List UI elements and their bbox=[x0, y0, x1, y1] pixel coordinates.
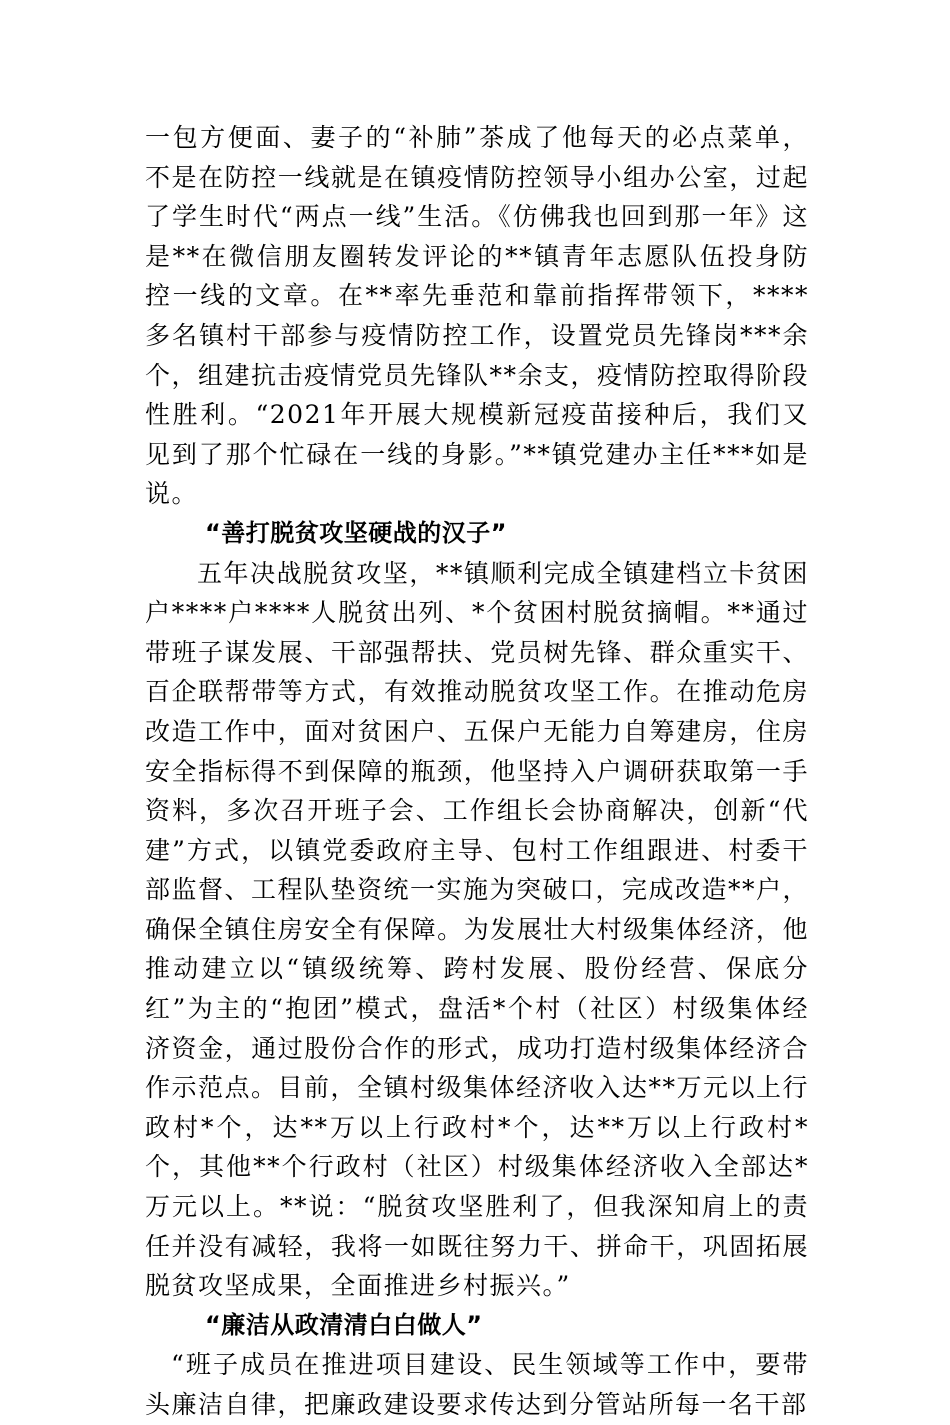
body-paragraph: 一包方便面、妻子的“补肺”茶成了他每天的必点菜单，不是在防控一线就是在镇疫情防控领导小组办公室，过起了学生时代“两点一线”生活。《仿佛我也回到那一年》这是**在微信朋友圈转发评论的**镇青年志愿队伍投身防控一线的文章。在**率先垂范和靠前指挥带领下，****多名镇村干部参与疫情防控工作，设置党员先锋岗***余个，组建抗击疫情党员先锋队**余支，疫情防控取得阶段性胜利。“2021年开展大规模新冠疫苗接种后，我们又见到了那个忙碌在一线的身影。”**镇党建办主任***如是说。 bbox=[145, 123, 810, 509]
section-heading: “廉洁从政清清白白做人” bbox=[205, 1310, 483, 1339]
document-body bbox=[145, 118, 809, 1425]
section-heading: “善打脱贫攻坚硬战的汉子” bbox=[205, 518, 508, 547]
body-paragraph: 五年决战脱贫攻坚，**镇顺利完成全镇建档立卡贫困户****户****人脱贫出列、*个贫困村脱贫摘帽。**通过带班子谋发展、干部强帮扶、党员树先锋、群众重实干、百企联帮带等方式，有效推动脱贫攻坚工作。在推动危房改造工作中，面对贫困户、五保户无能力自筹建房，住房安全指标得不到保障的瓶颈，他坚持入户调研获取第一手资料，多次召开班子会、工作组长会协商解决，创新“代建”方式，以镇党委政府主导、包村工作组跟进、村委干部监督、工程队垫资统一实施为突破口，完成改造**户，确保全镇住房安全有保障。为发展壮大村级集体经济，他推动建立以“镇级统筹、跨村发展、股份经营、保底分红”为主的“抱团”模式，盘活*个村（社区）村级集体经济资金，通过股份合作的形式，成功打造村级集体经济合作示范点。目前，全镇村级集体经济收入达**万元以上行政村*个，达**万以上行政村*个，达**万以上行政村*个，其他**个行政村（社区）村级集体经济收入全部达*万元以上。**说：“脱贫攻坚胜利了，但我深知肩上的责任并没有减轻，我将一如既往努力干、拼命干，巩固拓展脱贫攻坚成果，全面推进乡村振兴。” bbox=[145, 558, 810, 1301]
body-paragraph: “班子成员在推进项目建设、民生领域等工作中，要带头廉洁自律，把廉政建设要求传达到分管站所每一名干部 bbox=[145, 1350, 809, 1419]
